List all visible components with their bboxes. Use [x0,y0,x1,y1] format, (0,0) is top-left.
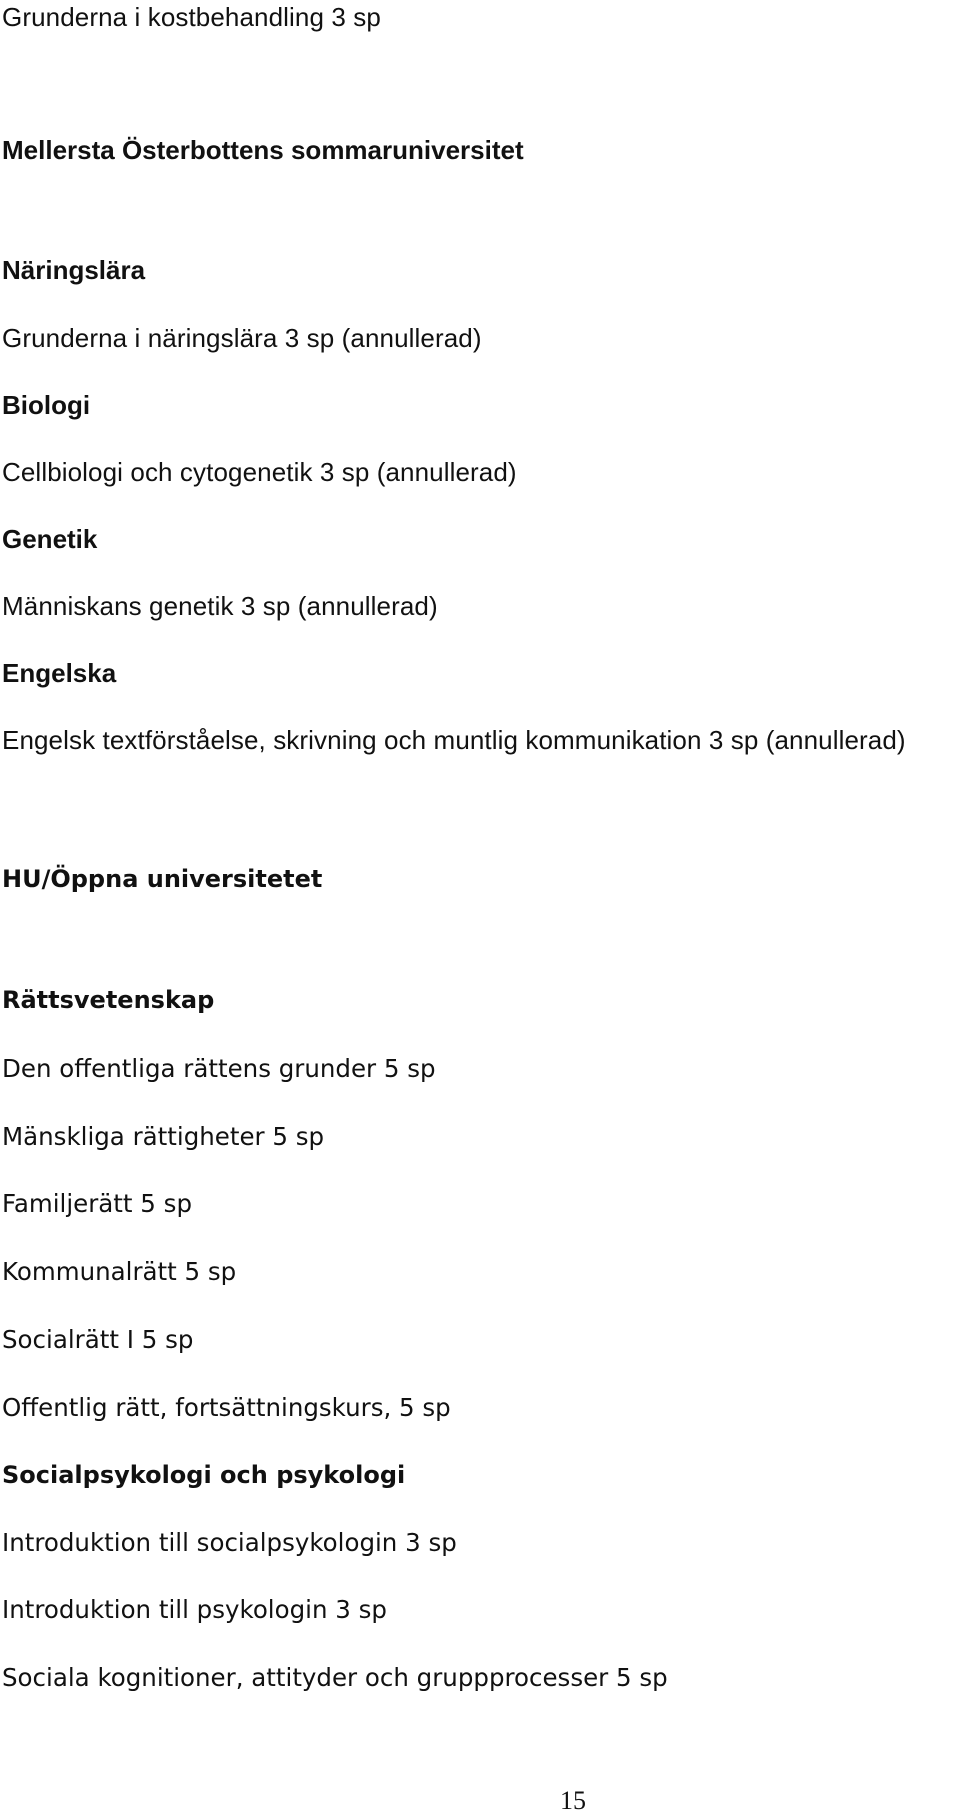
course-item: Introduktion till socialpsykologin 3 sp [2,1528,457,1557]
subject-heading: Biologi [2,390,91,420]
course-item: Introduktion till psykologin 3 sp [2,1595,387,1624]
course-item: Cellbiologi och cytogenetik 3 sp (annullerad) [2,457,517,487]
course-item: Grunderna i kostbehandling 3 sp [2,2,381,32]
course-item: Grunderna i näringslära 3 sp (annullerad) [2,323,482,353]
subject-heading: Socialpsykologi och psykologi [2,1461,406,1489]
course-item: Sociala kognitioner, attityder och gruppprocesser 5 sp [2,1663,668,1692]
subject-heading: Näringslära [2,255,146,285]
course-item: Familjerätt 5 sp [2,1189,192,1218]
course-item: Engelsk textförståelse, skrivning och muntlig kommunikation 3 sp (annullerad) [2,725,906,755]
course-item: Mänskliga rättigheter 5 sp [2,1122,325,1151]
section-heading-organization: HU/Öppna universitetet [2,865,323,893]
course-item: Socialrätt I 5 sp [2,1325,194,1354]
subject-heading: Engelska [2,658,117,688]
subject-heading: Rättsvetenskap [2,986,215,1014]
subject-heading: Genetik [2,524,98,554]
page-number: 15 [560,1786,586,1815]
section-heading-organization: Mellersta Österbottens sommaruniversitet [2,135,524,165]
course-item: Den offentliga rättens grunder 5 sp [2,1054,436,1083]
course-item: Människans genetik 3 sp (annullerad) [2,591,438,621]
course-item: Offentlig rätt, fortsättningskurs, 5 sp [2,1393,451,1422]
course-item: Kommunalrätt 5 sp [2,1257,237,1286]
